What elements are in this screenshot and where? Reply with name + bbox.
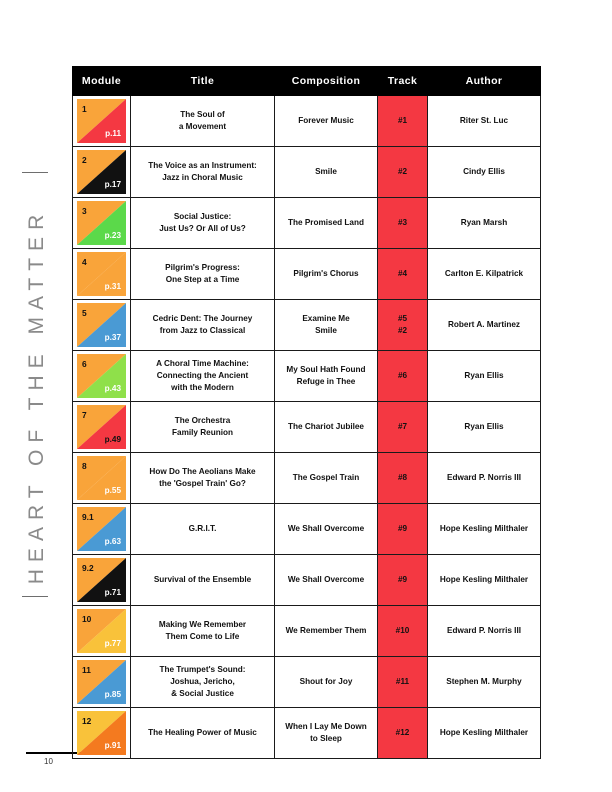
composition-title: Smile <box>275 147 378 198</box>
module-color-block <box>77 456 126 500</box>
side-title-block <box>0 0 74 792</box>
author-name: Robert A. Martinez <box>428 300 541 351</box>
module-number: 2 <box>82 155 87 165</box>
module-color-block <box>77 660 126 704</box>
module-cell <box>73 300 131 351</box>
module-page-ref: p.91 <box>104 741 121 751</box>
author-name: Ryan Ellis <box>428 402 541 453</box>
table-header-row <box>73 67 541 96</box>
track-number: #7 <box>378 402 428 453</box>
track-number: #11 <box>378 657 428 708</box>
composition-title: Forever Music <box>275 96 378 147</box>
module-page-ref: p.31 <box>104 282 121 292</box>
module-cell <box>73 249 131 300</box>
module-title: A Choral Time Machine: Connecting the Ancient with the Modern <box>131 351 275 402</box>
module-page-ref: p.43 <box>104 384 121 394</box>
author-name: Hope Kesling Milthaler <box>428 708 541 759</box>
table-row <box>73 249 541 300</box>
track-number: #8 <box>378 453 428 504</box>
composition-title: Examine Me Smile <box>275 300 378 351</box>
column-header-author: Author <box>428 67 541 96</box>
module-title: The Voice as an Instrument: Jazz in Choral Music <box>131 147 275 198</box>
module-title: How Do The Aeolians Make the 'Gospel Train' Go? <box>131 453 275 504</box>
module-page-ref: p.49 <box>104 435 121 445</box>
module-number: 3 <box>82 206 87 216</box>
module-page-ref: p.37 <box>104 333 121 343</box>
module-number: 8 <box>82 461 87 471</box>
composition-title: We Shall Overcome <box>275 555 378 606</box>
table-row <box>73 606 541 657</box>
module-number: 6 <box>82 359 87 369</box>
table-row <box>73 351 541 402</box>
module-cell <box>73 555 131 606</box>
module-page-ref: p.23 <box>104 231 121 241</box>
module-cell <box>73 708 131 759</box>
table-row <box>73 708 541 759</box>
table-row <box>73 453 541 504</box>
toc-table-body <box>73 96 541 759</box>
track-number: #2 <box>378 147 428 198</box>
module-page-ref: p.55 <box>104 486 121 496</box>
module-number: 12 <box>82 716 92 726</box>
module-cell <box>73 657 131 708</box>
author-name: Edward P. Norris III <box>428 606 541 657</box>
vertical-section-title: HEART OF THE MATTER <box>25 207 48 585</box>
author-name: Riter St. Luc <box>428 96 541 147</box>
page-number: 10 <box>44 757 53 766</box>
module-color-block <box>77 558 126 602</box>
track-number: #10 <box>378 606 428 657</box>
track-number: #4 <box>378 249 428 300</box>
module-color-block <box>77 150 126 194</box>
module-page-ref: p.71 <box>104 588 121 598</box>
module-cell <box>73 351 131 402</box>
composition-title: We Shall Overcome <box>275 504 378 555</box>
table-row <box>73 300 541 351</box>
module-number: 11 <box>82 665 91 675</box>
track-number: #3 <box>378 198 428 249</box>
composition-title: When I Lay Me Down to Sleep <box>275 708 378 759</box>
table-row <box>73 198 541 249</box>
module-cell <box>73 453 131 504</box>
module-title: The Trumpet's Sound: Joshua, Jericho, & Social Justice <box>131 657 275 708</box>
module-cell <box>73 606 131 657</box>
module-color-block <box>77 507 126 551</box>
module-number: 10 <box>82 614 92 624</box>
module-number: 9.1 <box>82 512 94 522</box>
module-cell <box>73 198 131 249</box>
module-title: Making We Remember Them Come to Life <box>131 606 275 657</box>
module-cell <box>73 147 131 198</box>
table-row <box>73 657 541 708</box>
module-color-block <box>77 303 126 347</box>
module-title: The Soul of a Movement <box>131 96 275 147</box>
module-page-ref: p.11 <box>105 129 121 139</box>
module-number: 4 <box>82 257 87 267</box>
module-cell <box>73 402 131 453</box>
module-page-ref: p.85 <box>104 690 121 700</box>
author-name: Cindy Ellis <box>428 147 541 198</box>
module-color-block <box>77 201 126 245</box>
module-title: Social Justice: Just Us? Or All of Us? <box>131 198 275 249</box>
module-number: 1 <box>82 104 87 114</box>
track-number: #6 <box>378 351 428 402</box>
module-page-ref: p.17 <box>104 180 121 190</box>
track-number: #9 <box>378 555 428 606</box>
author-name: Edward P. Norris III <box>428 453 541 504</box>
author-name: Ryan Marsh <box>428 198 541 249</box>
module-page-ref: p.77 <box>104 639 121 649</box>
table-of-contents <box>72 66 540 759</box>
module-title: The Healing Power of Music <box>131 708 275 759</box>
module-color-block <box>77 609 126 653</box>
track-number: #1 <box>378 96 428 147</box>
module-cell <box>73 504 131 555</box>
composition-title: Pilgrim's Chorus <box>275 249 378 300</box>
composition-title: My Soul Hath Found Refuge in Thee <box>275 351 378 402</box>
track-number: #12 <box>378 708 428 759</box>
composition-title: We Remember Them <box>275 606 378 657</box>
module-title: The Orchestra Family Reunion <box>131 402 275 453</box>
table-row <box>73 147 541 198</box>
author-name: Carlton E. Kilpatrick <box>428 249 541 300</box>
track-number: #9 <box>378 504 428 555</box>
module-title: Pilgrim's Progress: One Step at a Time <box>131 249 275 300</box>
module-title: Survival of the Ensemble <box>131 555 275 606</box>
column-header-track: Track <box>378 67 428 96</box>
module-title: G.R.I.T. <box>131 504 275 555</box>
table-row <box>73 555 541 606</box>
column-header-title: Title <box>131 67 275 96</box>
author-name: Stephen M. Murphy <box>428 657 541 708</box>
author-name: Hope Kesling Milthaler <box>428 504 541 555</box>
module-page-ref: p.63 <box>104 537 121 547</box>
module-color-block <box>77 405 126 449</box>
column-header-composition: Composition <box>275 67 378 96</box>
table-row <box>73 504 541 555</box>
module-title: Cedric Dent: The Journey from Jazz to Classical <box>131 300 275 351</box>
module-color-block <box>77 252 126 296</box>
module-cell <box>73 96 131 147</box>
composition-title: Shout for Joy <box>275 657 378 708</box>
table-row <box>73 96 541 147</box>
track-number: #5 #2 <box>378 300 428 351</box>
module-color-block <box>77 711 126 755</box>
column-header-module: Module <box>73 67 131 96</box>
table-row <box>73 402 541 453</box>
composition-title: The Promised Land <box>275 198 378 249</box>
author-name: Ryan Ellis <box>428 351 541 402</box>
toc-table <box>72 66 541 759</box>
composition-title: The Chariot Jubilee <box>275 402 378 453</box>
toc-table-head <box>73 67 541 96</box>
module-color-block <box>77 354 126 398</box>
module-number: 9.2 <box>82 563 94 573</box>
author-name: Hope Kesling Milthaler <box>428 555 541 606</box>
composition-title: The Gospel Train <box>275 453 378 504</box>
module-number: 5 <box>82 308 87 318</box>
module-number: 7 <box>82 410 87 420</box>
module-color-block <box>77 99 126 143</box>
